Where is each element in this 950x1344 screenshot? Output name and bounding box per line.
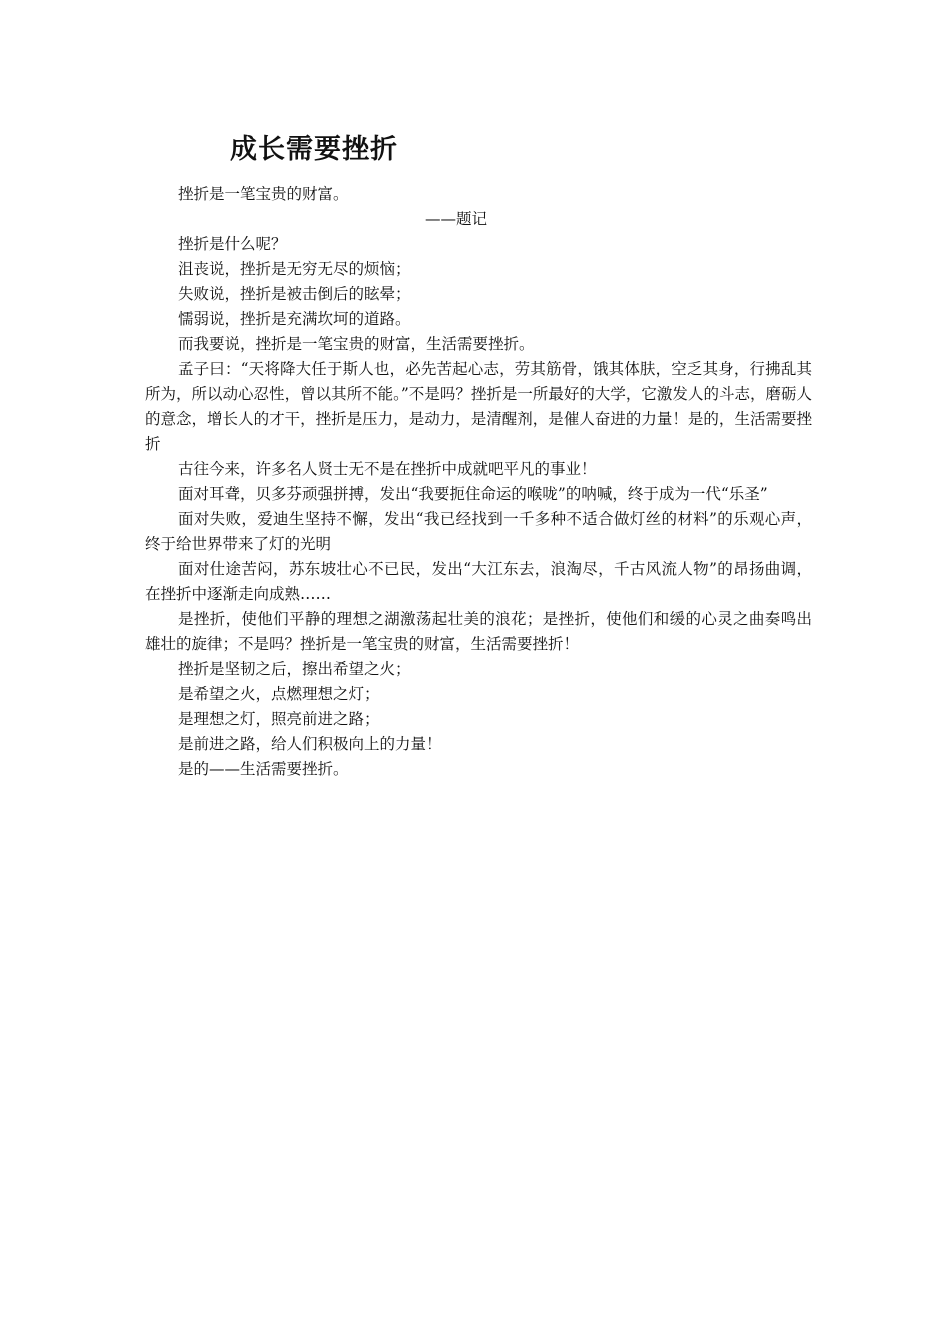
paragraph: 沮丧说，挫折是无穷无尽的烦恼； — [178, 260, 411, 278]
paragraph: 挫折是什么呢？ — [178, 235, 287, 253]
paragraph: 孟子曰：“天将降大任于斯人也，必先苦起心志，劳其筋骨，饿其体肤，空乏其身，行拂乱其所为，所以动心忍性，曾以其所不能。”不是吗？挫折是一所最好的大学，它激发人的斗志，磨砺人的意念，增长人的才干，挫折是压力，是动力，是清醒剂，是催人奋进的力量！是的，生活需要挫折 — [145, 360, 812, 453]
epigraph: 挫折是一笔宝贵的财富。 — [178, 185, 349, 203]
paragraph: 懦弱说，挫折是充满坎坷的道路。 — [178, 310, 411, 328]
paragraph: 失败说，挫折是被击倒后的眩晕； — [178, 285, 411, 303]
paragraph: 面对耳聋，贝多芬顽强拼搏，发出“我要扼住命运的喉咙”的呐喊，终于成为一代“乐圣” — [178, 485, 768, 503]
paragraph: 是理想之灯，照亮前进之路； — [178, 710, 380, 728]
paragraph: 是前进之路，给人们积极向上的力量！ — [178, 735, 442, 753]
paragraph: 是希望之火，点燃理想之灯； — [178, 685, 380, 703]
paragraph: 面对失败，爱迪生坚持不懈，发出“我已经找到一千多种不适合做灯丝的材料”的乐观心声，终于给世界带来了灯的光明 — [145, 510, 812, 553]
paragraph: 面对仕途苦闷，苏东坡壮心不已民，发出“大江东去，浪淘尽，千古风流人物”的昂扬曲调，在挫折中逐渐走向成熟…… — [145, 560, 812, 603]
paragraph: 是挫折，使他们平静的理想之湖激荡起壮美的浪花；是挫折，使他们和缓的心灵之曲奏鸣出雄壮的旋律；不是吗？挫折是一笔宝贵的财富，生活需要挫折！ — [145, 610, 812, 653]
paragraph: 挫折是坚韧之后，擦出希望之火； — [178, 660, 411, 678]
paragraph: 古往今来，许多名人贤士无不是在挫折中成就吧平凡的事业！ — [178, 460, 597, 478]
paragraph: 是的——生活需要挫折。 — [178, 760, 349, 778]
paragraph: 而我要说，挫折是一笔宝贵的财富，生活需要挫折。 — [178, 335, 535, 353]
document-page — [145, 130, 812, 782]
epigraph-source: ——题记 — [425, 210, 488, 228]
essay-body — [145, 232, 812, 782]
essay-title: 成长需要挫折 — [230, 134, 398, 165]
